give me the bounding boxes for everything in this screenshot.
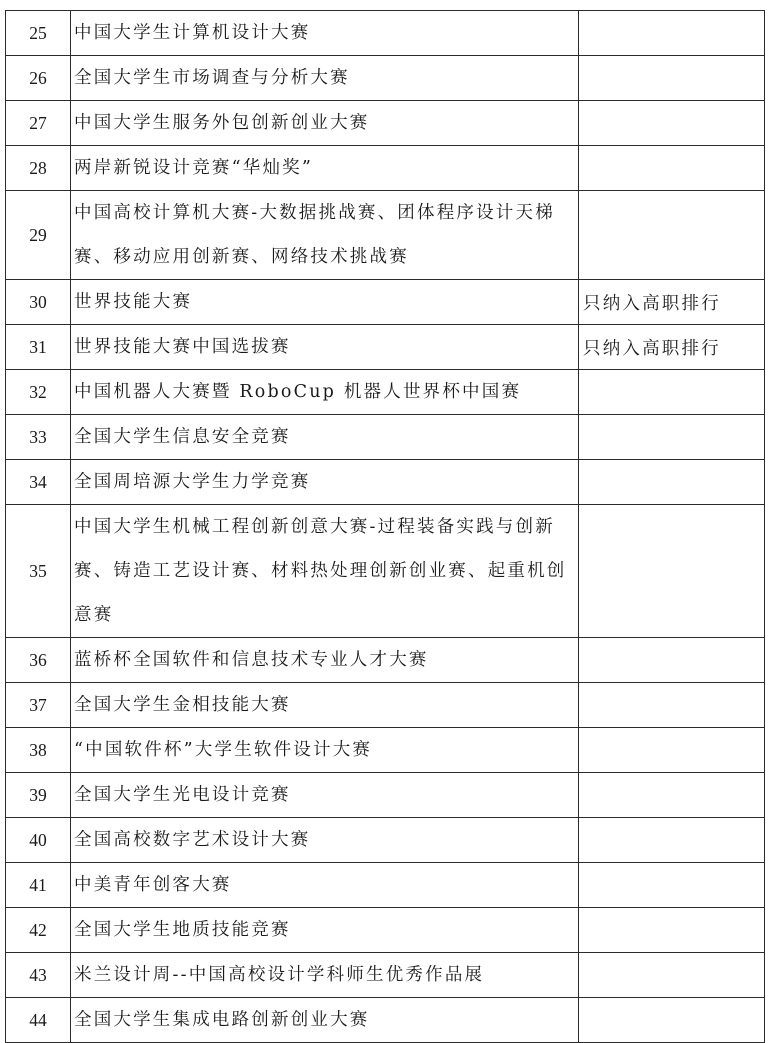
note-cell	[579, 415, 765, 460]
row-number: 39	[6, 773, 71, 818]
table-row	[6, 280, 765, 325]
competition-name: 世界技能大赛	[71, 280, 579, 325]
table-row	[6, 908, 765, 953]
competition-name: 世界技能大赛中国选拔赛	[71, 325, 579, 370]
competition-name: 全国大学生集成电路创新创业大赛	[71, 998, 579, 1043]
competition-name: 蓝桥杯全国软件和信息技术专业人才大赛	[71, 638, 579, 683]
competition-name: 中国机器人大赛暨 RoboCup 机器人世界杯中国赛	[71, 370, 579, 415]
competition-name: 中国高校计算机大赛-大数据挑战赛、团体程序设计天梯赛、移动应用创新赛、网络技术挑战赛	[71, 191, 579, 280]
table-row	[6, 415, 765, 460]
table-row	[6, 146, 765, 191]
competition-name: 全国周培源大学生力学竞赛	[71, 460, 579, 505]
row-number: 27	[6, 101, 71, 146]
competition-name: 中国大学生服务外包创新创业大赛	[71, 101, 579, 146]
competition-name: 中国大学生机械工程创新创意大赛-过程装备实践与创新赛、铸造工艺设计赛、材料热处理创新创业赛、起重机创意赛	[71, 505, 579, 638]
table-row	[6, 818, 765, 863]
table-row	[6, 638, 765, 683]
table-row	[6, 325, 765, 370]
row-number: 32	[6, 370, 71, 415]
note-cell	[579, 728, 765, 773]
note-cell	[579, 56, 765, 101]
note-cell: 只纳入高职排行	[579, 280, 765, 325]
row-number: 44	[6, 998, 71, 1043]
row-number: 43	[6, 953, 71, 998]
row-number: 41	[6, 863, 71, 908]
competition-name: 全国大学生光电设计竞赛	[71, 773, 579, 818]
row-number: 25	[6, 11, 71, 56]
row-number: 35	[6, 505, 71, 638]
note-cell	[579, 370, 765, 415]
note-cell	[579, 638, 765, 683]
row-number: 28	[6, 146, 71, 191]
table-row	[6, 460, 765, 505]
competition-name: 米兰设计周--中国高校设计学科师生优秀作品展	[71, 953, 579, 998]
competition-name: 中国大学生计算机设计大赛	[71, 11, 579, 56]
table-body	[6, 11, 765, 1043]
row-number: 38	[6, 728, 71, 773]
note-cell	[579, 998, 765, 1043]
row-number: 26	[6, 56, 71, 101]
table-row	[6, 191, 765, 280]
row-number: 37	[6, 683, 71, 728]
table-row	[6, 505, 765, 638]
table-row	[6, 56, 765, 101]
row-number: 34	[6, 460, 71, 505]
competition-name: 全国大学生市场调查与分析大赛	[71, 56, 579, 101]
competition-name: 全国大学生地质技能竞赛	[71, 908, 579, 953]
row-number: 42	[6, 908, 71, 953]
table-row	[6, 863, 765, 908]
table-row	[6, 683, 765, 728]
row-number: 40	[6, 818, 71, 863]
table-row	[6, 998, 765, 1043]
note-cell	[579, 11, 765, 56]
competition-name: 全国大学生金相技能大赛	[71, 683, 579, 728]
note-cell	[579, 818, 765, 863]
row-number: 31	[6, 325, 71, 370]
note-cell	[579, 863, 765, 908]
note-cell	[579, 460, 765, 505]
competition-name: 全国高校数字艺术设计大赛	[71, 818, 579, 863]
competition-name: 全国大学生信息安全竞赛	[71, 415, 579, 460]
note-cell	[579, 101, 765, 146]
note-cell	[579, 505, 765, 638]
table-row	[6, 728, 765, 773]
row-number: 30	[6, 280, 71, 325]
note-cell	[579, 953, 765, 998]
note-cell	[579, 908, 765, 953]
competition-name: 两岸新锐设计竞赛“华灿奖”	[71, 146, 579, 191]
table-row	[6, 11, 765, 56]
row-number: 33	[6, 415, 71, 460]
note-cell	[579, 773, 765, 818]
table-row	[6, 101, 765, 146]
row-number: 36	[6, 638, 71, 683]
note-cell	[579, 146, 765, 191]
competition-name: “中国软件杯”大学生软件设计大赛	[71, 728, 579, 773]
table-row	[6, 773, 765, 818]
table-row	[6, 953, 765, 998]
competition-name: 中美青年创客大赛	[71, 863, 579, 908]
note-cell: 只纳入高职排行	[579, 325, 765, 370]
row-number: 29	[6, 191, 71, 280]
note-cell	[579, 191, 765, 280]
note-cell	[579, 683, 765, 728]
competition-table	[5, 10, 765, 1043]
table-row	[6, 370, 765, 415]
